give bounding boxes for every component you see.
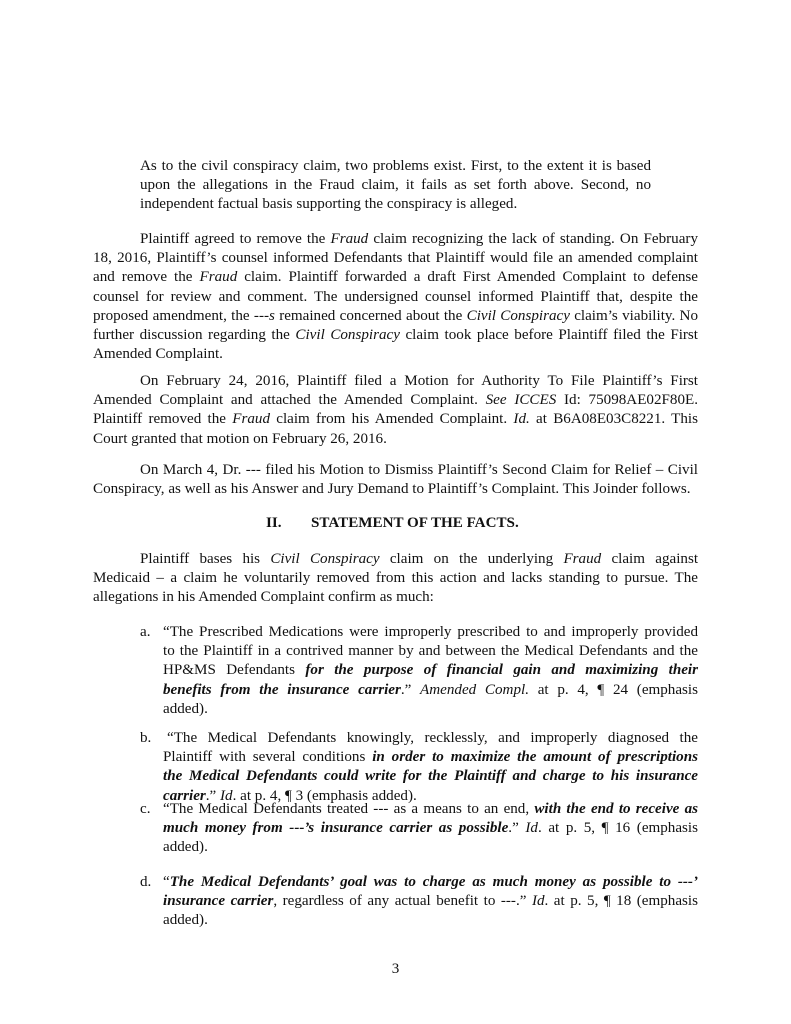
list-item-label: b.: [140, 730, 152, 746]
intro-line: As to the civil conspiracy claim, two problems exist. First, to the extent it is based: [140, 158, 651, 174]
paragraph-line: Plaintiff agreed to remove the Fraud claim recognizing the lack of standing. On February: [140, 231, 698, 247]
list-item-line: added).: [163, 839, 208, 856]
paragraph-line: allegations in his Amended Complaint confirm as much:: [93, 589, 434, 606]
paragraph-line: Plaintiff bases his Civil Conspiracy claim on the underlying Fraud claim against: [140, 551, 699, 567]
list-item: [163, 800, 698, 858]
paragraph-line: Conspiracy, as well as his Answer and Jury Demand to Plaintiff’s Complaint. This Joinder follows.: [93, 481, 691, 498]
paragraph-line: further discussion regarding the Civil Conspiracy claim took place before Plaintiff filed the First: [93, 326, 699, 343]
paragraph-line: Plaintiff removed the Fraud claim from his Amended Complaint. Id. at B6A08E03C8221. This: [93, 411, 698, 428]
list-item-line: benefits from the insurance carrier.” Amended Compl. at p. 4, ¶ 24 (emphasis: [163, 681, 698, 698]
paragraph-motion-to-dismiss: [93, 461, 698, 499]
list-item: [163, 729, 698, 806]
list-item-line: carrier.” Id. at p. 4, ¶ 3 (emphasis added).: [163, 787, 417, 804]
list-item-line: added).: [163, 700, 208, 717]
list-item-line: the Medical Defendants could write for the Plaintiff and charge to his insurance: [163, 768, 698, 785]
page-number: 3: [391, 961, 400, 977]
intro-line: independent factual basis supporting the conspiracy is alleged.: [140, 196, 518, 213]
list-item-label: a.: [140, 624, 151, 640]
paragraph-line: and remove the Fraud claim. Plaintiff forwarded a draft First Amended Complaint to defense: [93, 269, 699, 286]
section-number: II.: [266, 515, 282, 531]
list-item-line: “The Medical Defendants treated --- as a means to an end, with the end to receive as: [163, 801, 698, 817]
paragraph-line: 18, 2016, Plaintiff’s counsel informed Defendants that Plaintiff would file an amended complaint: [93, 250, 698, 267]
paragraph-removal-of-fraud-claim: [93, 230, 698, 364]
paragraph-line: Medicaid – a claim he voluntarily removed from this action and lacks standing to pursue. The: [93, 570, 698, 587]
list-item-line: added).: [163, 912, 208, 929]
paragraph-line: On March 4, Dr. --- filed his Motion to Dismiss Plaintiff’s Second Claim for Relief – Civil: [140, 462, 698, 478]
paragraph-line: Amended Complaint.: [93, 346, 223, 363]
list-item-label: d.: [140, 874, 152, 890]
paragraph-line: Amended Complaint and attached the Amended Complaint. See ICCES Id: 75098AE02F80E.: [93, 392, 698, 409]
list-item: [163, 873, 698, 931]
list-item-line: much money from ---’s insurance carrier as possible.” Id. at p. 5, ¶ 16 (emphasis: [163, 820, 698, 837]
list-item-line: insurance carrier, regardless of any actual benefit to ---.” Id. at p. 5, ¶ 18 (emphasis: [163, 893, 698, 910]
paragraph-line: Court granted that motion on February 26, 2016.: [93, 430, 387, 447]
list-item-line: Plaintiff with several conditions in order to maximize the amount of prescriptions: [163, 749, 698, 766]
intro-block: [140, 157, 651, 215]
paragraph-line: On February 24, 2016, Plaintiff filed a Motion for Authority To File Plaintiff’s First: [140, 373, 698, 389]
list-item-line: HP&MS Defendants for the purpose of financial gain and maximizing their: [163, 662, 698, 679]
paragraph-civil-conspiracy-basis: [93, 550, 698, 608]
list-item-line: “The Medical Defendants’ goal was to charge as much money as possible to ---’: [163, 874, 698, 890]
paragraph-line: proposed amendment, the ---s remained concerned about the Civil Conspiracy claim’s viability. No: [93, 307, 698, 324]
list-item-label: c.: [140, 801, 151, 817]
paragraph-motion-for-authority: [93, 372, 698, 449]
paragraph-line: counsel for review and comment. The undersigned counsel informed Plaintiff that, despite the: [93, 288, 698, 305]
list-item-line: “The Prescribed Medications were improperly prescribed to and improperly provided: [163, 624, 698, 640]
intro-line: upon the allegations in the Fraud claim, it fails as set forth above. Second, no: [140, 177, 651, 194]
list-item-line: “The Medical Defendants knowingly, recklessly, and improperly diagnosed the: [167, 730, 698, 746]
list-item: [163, 623, 698, 719]
list-item-line: to the Plaintiff in a contrived manner by and between the Medical Defendants and the: [163, 643, 698, 660]
section-title: STATEMENT OF THE FACTS.: [311, 515, 519, 531]
